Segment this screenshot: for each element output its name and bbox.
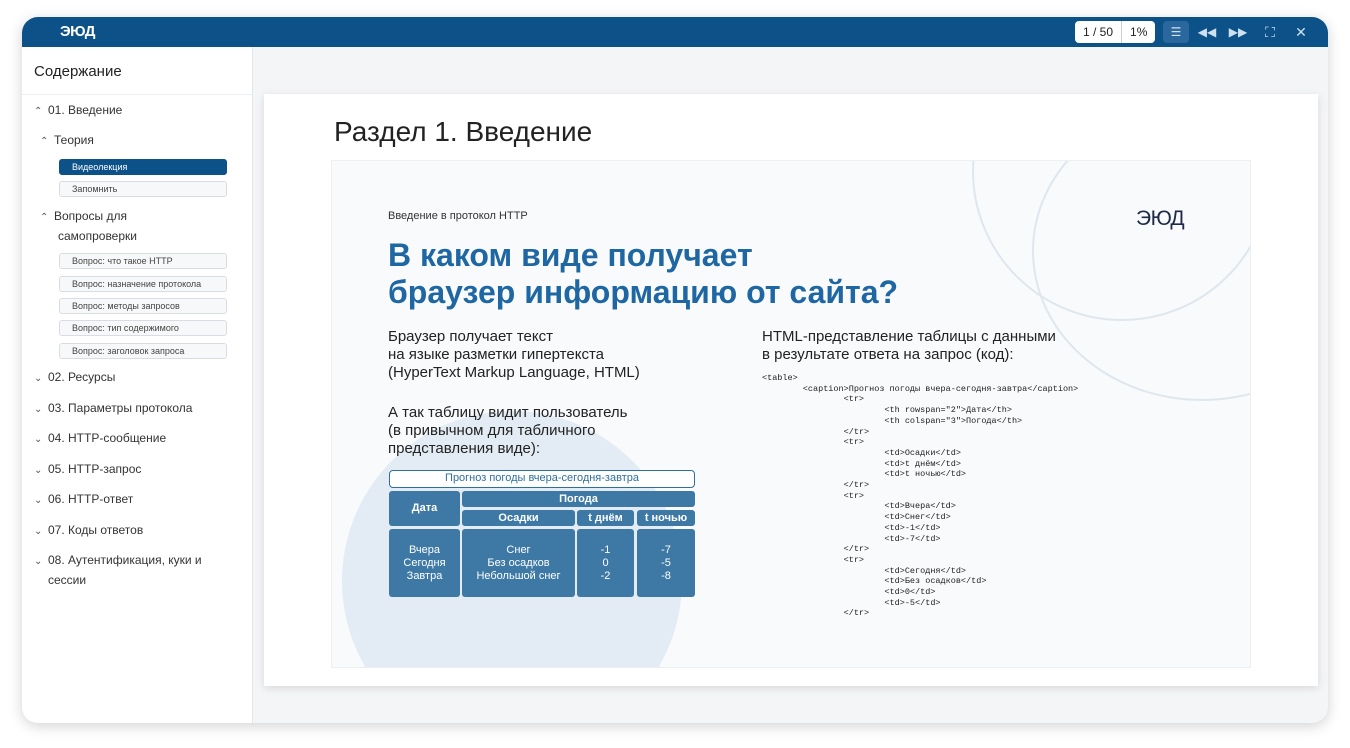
- toc-section-06[interactable]: ⌄ 06. HTTP-ответ: [34, 490, 133, 510]
- cell-day-temp: -1 0 -2: [577, 529, 634, 597]
- toc-group-questions[interactable]: ⌃ Вопросы для самопроверки: [40, 209, 137, 243]
- toc-item-question[interactable]: Вопрос: заголовок запроса: [59, 343, 227, 359]
- slide-heading: В каком виде получает браузер информацию от сайта?: [388, 237, 899, 310]
- page-indicator[interactable]: [1075, 21, 1155, 43]
- header-date: Дата: [389, 491, 460, 526]
- chevron-down-icon: ⌄: [34, 465, 43, 476]
- slide: [331, 160, 1251, 668]
- weather-table-caption: Прогноз погоды вчера-сегодня-завтра: [389, 470, 695, 488]
- toc-section-04[interactable]: ⌄ 04. HTTP-сообщение: [34, 429, 166, 449]
- toc-section-01[interactable]: ⌃ 01. Введение: [34, 101, 122, 121]
- top-bar: [22, 17, 1328, 47]
- chevron-down-icon: ⌄: [34, 495, 43, 506]
- chevron-down-icon: ⌄: [34, 404, 43, 415]
- right-text-code: HTML-представление таблицы с данными в результате ответа на запрос (код):: [762, 328, 1056, 363]
- chevron-down-icon: ⌄: [34, 556, 43, 567]
- sidebar: [22, 47, 253, 723]
- slide-kicker: Введение в протокол HTTP: [388, 210, 528, 222]
- close-icon[interactable]: ✕: [1295, 24, 1307, 40]
- app-logo: ЭЮД: [60, 23, 95, 40]
- toc-item-question[interactable]: Вопрос: назначение протокола: [59, 276, 227, 292]
- chevron-up-icon: ⌃: [40, 136, 49, 147]
- cell-night-temp: -7 -5 -8: [637, 529, 695, 597]
- toc-section-07[interactable]: ⌄ 07. Коды ответов: [34, 521, 143, 541]
- toc-section-05[interactable]: ⌄ 05. HTTP-запрос: [34, 460, 141, 480]
- left-text-html: Браузер получает текст на языке разметки гипертекста (HyperText Markup Language, HTML): [388, 328, 640, 381]
- viewer-window: [22, 17, 1328, 723]
- toc-item-question[interactable]: Вопрос: тип содержимого: [59, 320, 227, 336]
- toc-item-question[interactable]: Вопрос: что такое HTTP: [59, 253, 227, 269]
- toc-item-remember[interactable]: Запомнить: [59, 181, 227, 197]
- fast-forward-icon[interactable]: ▶▶: [1228, 25, 1248, 39]
- toc-section-08[interactable]: ⌄ 08. Аутентификация, куки и сессии: [34, 553, 202, 587]
- page-number[interactable]: 1 / 50: [1083, 25, 1114, 39]
- html-code-block: <table> <caption>Прогноз погоды вчера-сегодня-завтра</caption> <tr> <th rowspan="2">Дата</th> <th colspan="3">Погода</th> </tr> <tr> <td>Осадки</td> <td>t днём</td> <td>t ночью</td> </tr> <tr> <td>Вчера</td> <td>Снег</td> <td>-1</td> <td>-7</td> </tr> <tr> <td>Сегодня</td> <td>Без осадков</td> <td>0</td> <td>-5</td> </tr>: [762, 373, 1079, 619]
- cell-dates: Вчера Сегодня Завтра: [389, 529, 460, 597]
- header-precip: Осадки: [462, 510, 575, 526]
- slide-logo: ЭЮД: [1136, 207, 1185, 230]
- cell-precip: Снег Без осадков Небольшой снег: [462, 529, 575, 597]
- list-icon[interactable]: ☰: [1163, 21, 1189, 43]
- toc-group-theory[interactable]: ⌃ Теория: [40, 131, 94, 151]
- chevron-down-icon: ⌄: [34, 434, 43, 445]
- zoom-level[interactable]: 1%: [1121, 21, 1155, 43]
- header-weather: Погода: [462, 491, 695, 507]
- left-text-user-view: А так таблицу видит пользователь (в привычном для табличного представления виде):: [388, 404, 628, 457]
- chevron-down-icon: ⌄: [34, 526, 43, 537]
- toc-section-03[interactable]: ⌄ 03. Параметры протокола: [34, 399, 192, 419]
- sidebar-title: Содержание: [22, 47, 252, 95]
- toc-section-02[interactable]: ⌄ 02. Ресурсы: [34, 368, 115, 388]
- header-day-temp: t днём: [577, 510, 634, 526]
- rewind-icon[interactable]: ◀◀: [1197, 25, 1217, 39]
- page-title: Раздел 1. Введение: [334, 116, 593, 147]
- chevron-down-icon: ⌄: [34, 373, 43, 384]
- header-night-temp: t ночью: [637, 510, 695, 526]
- chevron-up-icon: ⌃: [40, 212, 49, 223]
- chevron-up-icon: ⌃: [34, 106, 43, 117]
- toc-item-video-lecture[interactable]: Видеолекция: [59, 159, 227, 175]
- fullscreen-icon[interactable]: ⛶: [1265, 24, 1275, 40]
- document-page: [264, 94, 1318, 686]
- toc-item-question[interactable]: Вопрос: методы запросов: [59, 298, 227, 314]
